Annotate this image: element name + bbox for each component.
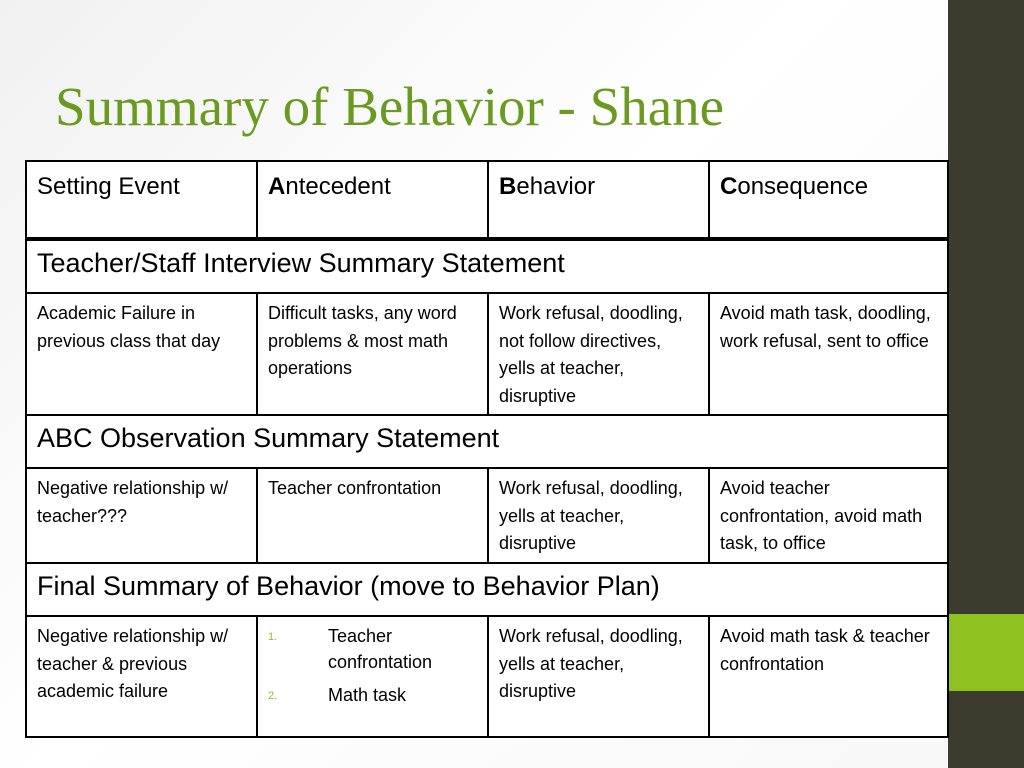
- header-lead-letter: B: [499, 173, 517, 200]
- cell-behavior: Work refusal, doodling, yells at teacher, disruptive: [488, 468, 709, 563]
- header-antecedent: [257, 161, 488, 239]
- cell-consequence: Avoid math task & teacher confrontation: [709, 616, 948, 737]
- section-row-final: [26, 563, 948, 616]
- header-label: Setting Event: [37, 173, 180, 200]
- list-item-text: Math task: [328, 685, 407, 705]
- cell-setting-event: Academic Failure in previous class that day: [26, 293, 257, 415]
- header-behavior: [488, 161, 709, 239]
- data-row-observation: [26, 468, 948, 563]
- data-row-interview: [26, 293, 948, 415]
- abc-summary-table: [25, 160, 949, 738]
- header-consequence: [709, 161, 948, 239]
- cell-consequence: Avoid math task, doodling, work refusal, sent to office: [709, 293, 948, 415]
- slide-title: Summary of Behavior - Shane: [55, 76, 725, 137]
- list-item-text: Teacher confrontation: [328, 626, 433, 672]
- header-row: [26, 161, 948, 239]
- cell-antecedent: [257, 616, 488, 737]
- section-title: Teacher/Staff Interview Summary Statement: [26, 239, 948, 293]
- header-lead-letter: A: [268, 173, 286, 200]
- list-item: [268, 623, 477, 675]
- accent-block: [948, 614, 1024, 691]
- list-item: [268, 682, 477, 708]
- cell-setting-event: Negative relationship w/ teacher???: [26, 468, 257, 563]
- cell-behavior: Work refusal, doodling, yells at teacher, disruptive: [488, 616, 709, 737]
- header-setting-event: [26, 161, 257, 239]
- header-lead-letter: C: [720, 173, 738, 200]
- data-row-final: [26, 616, 948, 737]
- section-title: ABC Observation Summary Statement: [26, 415, 948, 468]
- cell-setting-event: Negative relationship w/ teacher & previous academic failure: [26, 616, 257, 737]
- header-label: ntecedent: [285, 173, 391, 200]
- antecedent-list: [268, 623, 477, 708]
- list-number: 1.: [268, 631, 278, 643]
- cell-consequence: Avoid teacher confrontation, avoid math task, to office: [709, 468, 948, 563]
- list-number: 2.: [268, 690, 278, 702]
- section-title: Final Summary of Behavior (move to Behavior Plan): [26, 563, 948, 616]
- cell-behavior: Work refusal, doodling, not follow directives, yells at teacher, disruptive: [488, 293, 709, 415]
- cell-antecedent: Teacher confrontation: [257, 468, 488, 563]
- cell-antecedent: Difficult tasks, any word problems & most math operations: [257, 293, 488, 415]
- header-label: onsequence: [737, 173, 869, 200]
- section-row-observation: [26, 415, 948, 468]
- section-row-interview: [26, 239, 948, 293]
- header-label: ehavior: [516, 173, 596, 200]
